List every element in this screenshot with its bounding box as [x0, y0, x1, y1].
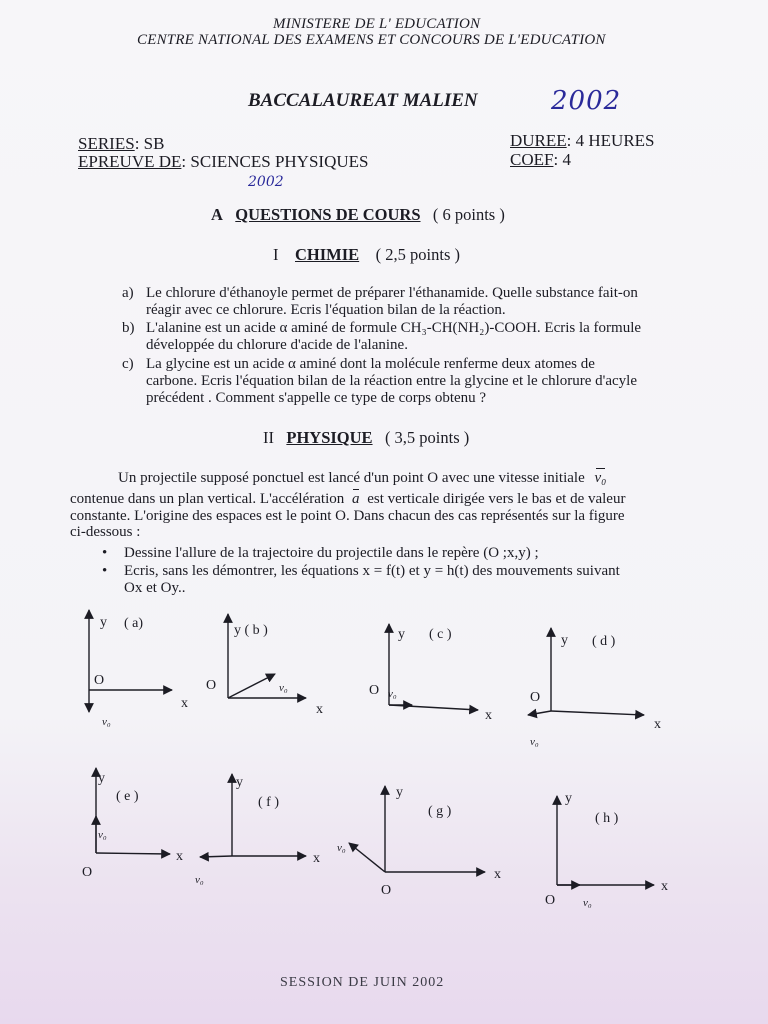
diagram-b-label: y ( b )	[234, 623, 268, 638]
coef-line	[510, 150, 571, 170]
item-line: réagir avec ce chlorure. Ecris l'équation bilan de la réaction.	[146, 302, 506, 318]
physique-paragraph-line-3: constante. L'origine des espaces est le point O. Dans chacun des cas représentés sur la figure	[70, 508, 625, 524]
diagram-b-origin: O	[206, 678, 217, 693]
document-title: BACCALAUREAT MALIEN	[248, 90, 478, 111]
bullet-dot: •	[102, 545, 108, 561]
diagram-b-v0-label: v₀	[279, 682, 288, 694]
item-line: carbone. Ecris l'équation bilan de la réaction entre la glycine et le chlorure d'acyle	[146, 373, 638, 389]
epreuve-line	[78, 152, 368, 172]
diagram-h-v0-label: v₀	[583, 897, 592, 909]
chimie-heading	[273, 245, 460, 265]
diagram-d-x-axis	[551, 711, 644, 715]
diagram-a-label: ( a)	[124, 616, 144, 631]
diagram-a-origin: O	[94, 673, 105, 688]
physique-paragraph-line-2	[70, 491, 625, 508]
chimie-item-b	[122, 320, 642, 354]
initial-velocity-symbol: v₀	[594, 470, 607, 486]
diagram-g-velocity-vector	[349, 843, 385, 872]
diagram-e-origin: O	[82, 865, 93, 880]
footer-clip	[280, 973, 480, 986]
diagram-d-x-label: x	[654, 717, 661, 732]
diagram-c-x-label: x	[485, 708, 492, 723]
item-line: Le chlorure d'éthanoyle permet de préparer l'éthanamide. Quelle substance fait-on	[146, 285, 638, 301]
ministry-heading: MINISTERE DE L' EDUCATION	[273, 16, 481, 32]
chimie-item-a	[122, 285, 638, 319]
diagram-a-y-label: y	[100, 615, 107, 630]
physique-heading	[263, 428, 469, 448]
diagram-e-x-axis	[96, 853, 170, 854]
diagram-c-origin: O	[369, 683, 380, 698]
section-a-letter: A	[211, 205, 223, 224]
diagram-e-y-label: y	[98, 771, 105, 786]
diagram-e-v0-label: v₀	[98, 829, 107, 841]
diagram-f-v0-label: v₀	[195, 874, 204, 886]
physique-paragraph-line-1	[118, 470, 606, 487]
acceleration-symbol: a	[352, 491, 360, 507]
diagram-e-label: ( e )	[116, 789, 139, 804]
diagram-b-velocity-vector	[228, 674, 275, 698]
diagram-d-y-label: y	[561, 633, 568, 648]
series-value: : SB	[134, 134, 165, 153]
duree-value: : 4 HEURES	[566, 131, 655, 150]
paragraph-text: contenue dans un plan vertical. L'accélération	[70, 491, 345, 507]
diagram-f-velocity-vector	[200, 856, 232, 857]
diagram-f-label: ( f )	[258, 795, 279, 810]
handwritten-year: 2002	[551, 86, 622, 116]
handwritten-year-small: 2002	[248, 174, 284, 190]
exam-center-heading: CENTRE NATIONAL DES EXAMENS ET CONCOURS DE L'EDUCATION	[137, 32, 606, 48]
duree-line	[510, 131, 655, 151]
bullet-line: Ox et Oy..	[124, 580, 186, 596]
item-line: précédent . Comment s'appelle ce type de corps obtenu ?	[146, 390, 487, 406]
diagram-f-y-label: y	[236, 775, 243, 790]
item-line: L'alanine est un acide α aminé de formule CH₃-CH(NH₂)-COOH. Ecris la formule	[146, 320, 642, 336]
bullet-line: Dessine l'allure de la trajectoire du projectile dans le repère (O ;x,y) ;	[124, 545, 539, 561]
chimie-points: ( 2,5 points )	[375, 245, 461, 264]
coef-label: COEF	[510, 150, 554, 169]
diagram-h-y-label: y	[565, 791, 572, 806]
diagram-d-label: ( d )	[592, 634, 616, 649]
item-label: b)	[122, 320, 135, 336]
diagram-c-v0-label: v₀	[388, 688, 397, 700]
diagram-d-velocity-vector	[528, 711, 551, 715]
bullet-dot: •	[102, 563, 108, 579]
bullet-line: Ecris, sans les démontrer, les équations x = f(t) et y = h(t) des mouvements suivant	[124, 563, 620, 579]
diagram-g-v0-label: v₀	[337, 842, 346, 854]
epreuve-value: : SCIENCES PHYSIQUES	[181, 152, 369, 171]
physique-title: PHYSIQUE	[286, 428, 373, 447]
diagram-e-x-label: x	[176, 849, 183, 864]
section-a-title: QUESTIONS DE COURS	[235, 205, 421, 224]
diagram-c-x-axis	[389, 705, 478, 710]
diagram-h-x-label: x	[661, 879, 668, 894]
session-footer: SESSION DE JUIN 2002	[280, 975, 445, 986]
coef-value: : 4	[553, 150, 571, 169]
projectile-diagrams	[0, 600, 768, 930]
section-a-heading	[211, 205, 505, 225]
diagram-d-origin: O	[530, 690, 541, 705]
diagram-g-y-label: y	[396, 785, 403, 800]
series-label: SERIES	[78, 134, 135, 153]
physique-bullet-1	[102, 545, 539, 562]
duree-label: DUREE	[510, 131, 567, 150]
series-line	[78, 134, 164, 154]
physique-paragraph-line-4: ci-dessous :	[70, 524, 141, 540]
diagram-h-origin: O	[545, 893, 556, 908]
diagram-g-label: ( g )	[428, 804, 452, 819]
physique-bullet-2	[102, 563, 620, 597]
diagram-b-x-label: x	[316, 702, 323, 717]
diagram-c-y-label: y	[398, 627, 405, 642]
chimie-title: CHIMIE	[295, 245, 360, 264]
diagram-c-label: ( c )	[429, 627, 452, 642]
section-a-points: ( 6 points )	[432, 205, 505, 224]
item-label: c)	[122, 356, 134, 372]
item-line: La glycine est un acide α aminé dont la molécule renferme deux atomes de	[146, 356, 595, 372]
epreuve-label: EPREUVE DE	[78, 152, 182, 171]
chimie-number: I	[273, 245, 279, 264]
diagram-f-x-label: x	[313, 851, 320, 866]
diagram-d-v0-label: v₀	[530, 736, 539, 748]
paragraph-text: est verticale dirigée vers le bas et de valeur	[367, 491, 626, 507]
diagram-g-x-label: x	[494, 867, 501, 882]
diagram-a-x-label: x	[181, 696, 188, 711]
paragraph-text: Un projectile supposé ponctuel est lancé d'un point O avec une vitesse initiale	[118, 470, 585, 486]
diagram-h-label: ( h )	[595, 811, 619, 826]
chimie-item-c	[122, 356, 638, 407]
physique-points: ( 3,5 points )	[384, 428, 470, 447]
item-line: développée du chlorure d'acide de l'alanine.	[146, 337, 408, 353]
diagram-a-v0-label: v₀	[102, 716, 111, 728]
diagram-g-origin: O	[381, 883, 392, 898]
physique-number: II	[263, 428, 274, 447]
item-label: a)	[122, 285, 134, 301]
